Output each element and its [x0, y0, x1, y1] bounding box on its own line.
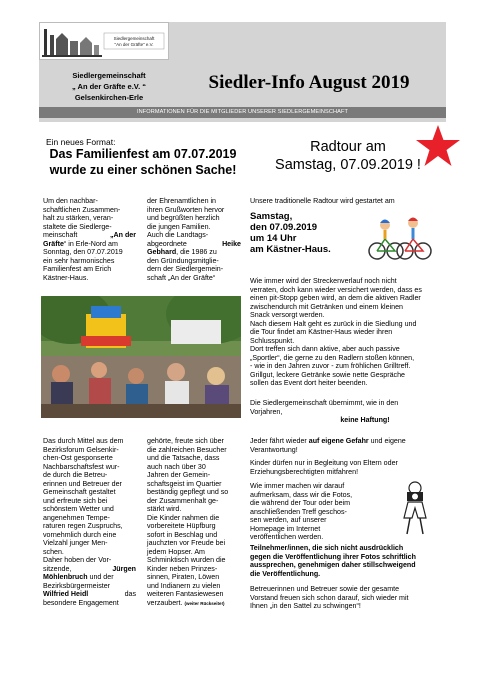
- family-fest-photo: [41, 296, 241, 418]
- photographer-icon: [398, 478, 432, 536]
- tour-headline: Radtour am Samstag, 07.09.2019 !: [275, 139, 421, 173]
- fest-column-2-top: der Ehrenamtlichen in ihren Grußworten hervor und begrüßten herzlich die jungen Familien. Auch die Landtags- abgeordnete Heike Gebhard, die 1986 zu den Gründungsmitglie- dern der Siedlergemein- schaft „An der Gräfte“: [147, 197, 241, 282]
- tour-paragraph-4: Kinder dürfen nur in Begleitung von Eltern oder Erziehungsberechtigten mitfahren!: [250, 459, 398, 476]
- fest-kicker: Ein neues Format:: [46, 137, 116, 147]
- fest-headline: Das Familienfest am 07.07.2019 wurde zu einer schönen Sache!: [49, 147, 237, 177]
- tour-date: Samstag, den 07.09.2019 um 14 Uhr am Kästner-Haus.: [250, 211, 331, 255]
- red-star-icon: [415, 124, 461, 168]
- logo-skyline-icon: [40, 23, 168, 59]
- fest-column-2-bottom: gehörte, freute sich über die zahlreichen Besucher und die Tatsache, dass auch nach über 30 Jahren der Gemein- schaftsgeist im Quartier beständig gepflegt und so der Zusammenhalt ge- stärkt wird. Die Kinder nahmen die vorbereitete Hüpfburg sofort in Beschlag und jauchzten vor Freude bei jedem Hopser. Am Schminktisch wurden die Kinder neben Prinzes- sinnen, Piraten, Löwen und Indianern zu vielen weiteren Fantasiewesen verzaubert. (weiter Rückseite!): [147, 437, 229, 607]
- tour-paragraph-5: Wie immer machen wir darauf aufmerksam, dass wir die Fotos, die während der Tour oder beim anschließenden Treff geschos- sen werden, auf unserer Homepage im Internet veröffentlichen werden.: [250, 482, 353, 541]
- organization-name: Siedlergemeinschaft „ An der Gräfte e.V. “ Gelsenkirchen-Erle: [71, 71, 147, 102]
- svg-text:"An der Gräfte" e.V.: "An der Gräfte" e.V.: [114, 42, 154, 47]
- tour-photo-consent: Teilnehmer/innen, die sich nicht ausdrücklich gegen die Veröffentlichung ihrer Fotos schriftlich aussprechen, genehmigen daher stillschweigend die Veröffentlichung.: [250, 544, 416, 578]
- tour-paragraph-7: Betreuerinnen und Betreuer sowie der gesamte Vorstand freuen sich schon darauf, sich wieder mit Ihnen „in den Sattel zu schwingen“!: [250, 585, 409, 610]
- page-title: Siedler-Info August 2019: [208, 72, 410, 93]
- tour-paragraph-2: Die Siedlergemeinschaft übernimmt, wie in den Vorjahren, keine Haftung!: [250, 399, 399, 424]
- fest-column-1-top: Um den nachbar- schaftlichen Zusammen- halt zu stärken, veran- staltete die Siedlerge- meinschaft „An der Gräfte“ in Erle-Nord am Sonntag, den 07.07.2019 ein sehr harmonisches Familienfest am Erich Kästner-Haus.: [43, 197, 136, 282]
- svg-text:Siedlergemeinschaft: Siedlergemeinschaft: [113, 36, 155, 41]
- cyclists-icon: [363, 213, 433, 263]
- tour-paragraph-1: Wie immer wird der Streckenverlauf noch nicht verraten, doch kann wieder versichert werden, dass es einen pit-Stopp geben wird, an dem die aktiven Radler zwischendurch mit Getränken und einem kleinen Snack versorgt werden. Nach diesem Halt geht es zurück in die Siedlung und die Tour findet am Kästner-Haus wieder ihren Schlusspunkt. Dort treffen sich dann aktive, aber auch passive „Sportler“, die gerne zu den Radlern stoßen können, - wie in den Jahren zuvor - zum fröhlichen Grilltreff. Grillgut, leckere Getränke sowie nette Gespräche sollen das Event dort heiter beenden.: [250, 277, 422, 387]
- tour-intro: Unsere traditionelle Radtour wird gestartet am: [250, 197, 395, 205]
- tour-paragraph-3: Jeder fährt wieder auf eigene Gefahr und eigene Verantwortung!: [250, 437, 406, 454]
- logo: [39, 22, 169, 60]
- header-strip: INFORMATIONEN FÜR DIE MITGLIEDER UNSERER SIEDLERGEMEINSCHAFT: [39, 107, 446, 118]
- fest-column-1-bottom: Das durch Mittel aus dem Bezirksforum Gelsenkir- chen-Ost gesponserte Nachbarschaftsfest wur- de durch die Betreu- erinnen und Betreuer der Gemeinschaft gestaltet und erfreute sich bei schönstem Wetter und angenehmen Tempe- raturen regen Zuspruchs, vornehmlich durch eine Vielzahl junger Men- schen. Daher hoben der Vor- sitzende, Jürgen Möhlenbruch und der Bezirksbürgermeister Wilfried Heidl das besondere Engagement: [43, 437, 136, 607]
